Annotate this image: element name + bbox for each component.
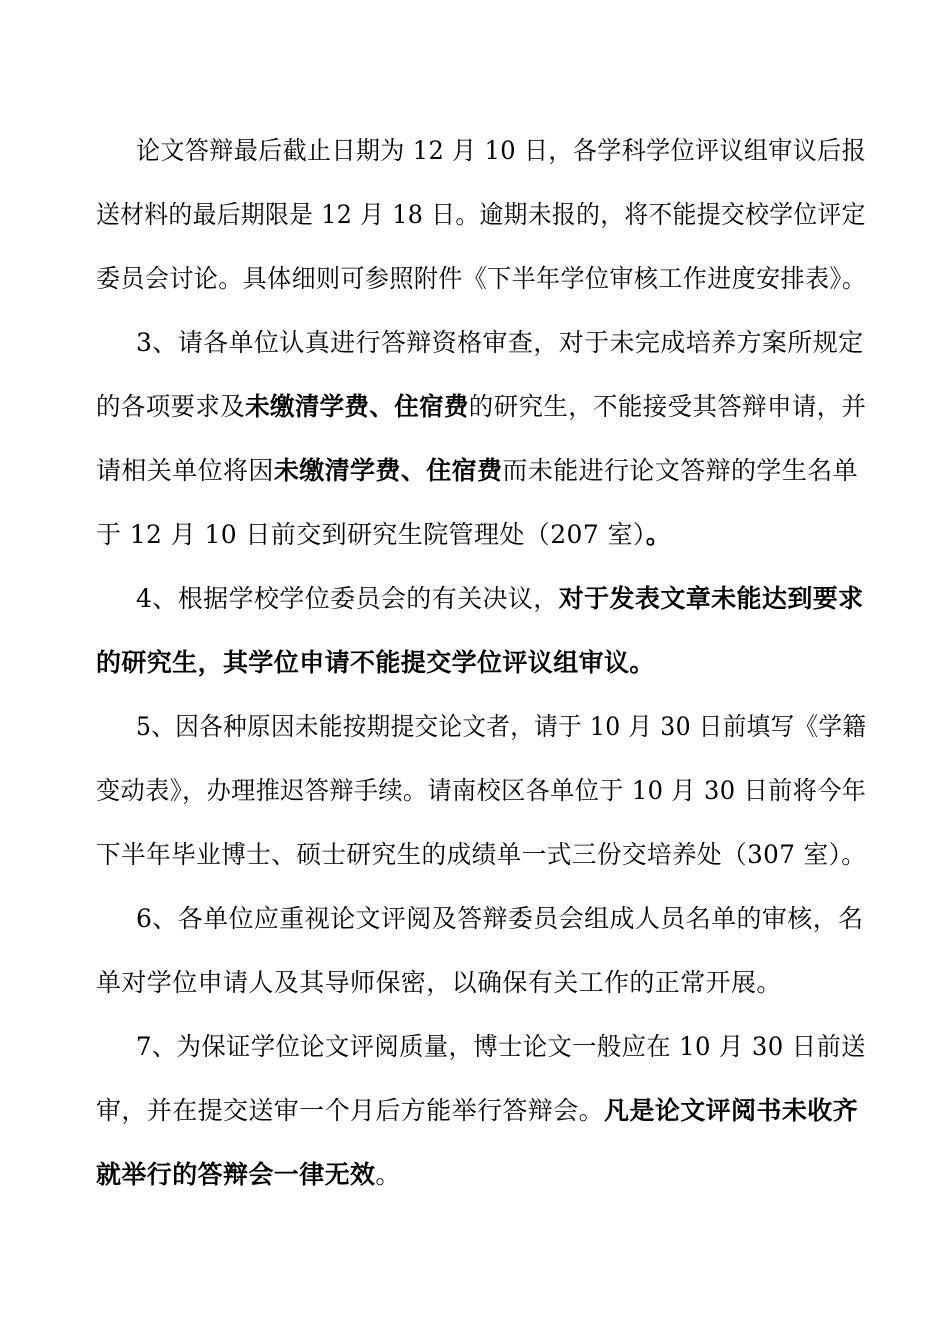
- text-segment: 3、请各单位认真进行答辩资格审查，对于未完成培养方案所规定: [136, 328, 864, 357]
- text-segment: 7、为保证学位论文评阅质量，博士论文一般应在 10 月 30 日前送: [136, 1032, 866, 1061]
- text-line-15: [136, 1030, 866, 1064]
- text-segment: 单对学位申请人及其导师保密，以确保有关工作的正常开展。: [96, 968, 782, 997]
- bold-text-segment: 未缴清学费、住宿费: [273, 456, 503, 485]
- text-line-1: [136, 134, 867, 168]
- text-segment: 。: [375, 1160, 401, 1189]
- text-segment: 的研究生，不能接受其答辩申请，并: [468, 392, 867, 421]
- text-segment: 审，并在提交送审一个月后方能举行答辩会。: [96, 1096, 605, 1125]
- text-segment: 而未能进行论文答辩的学生名单: [502, 456, 859, 485]
- text-segment: 的各项要求及: [96, 392, 246, 421]
- text-segment: 4、根据学校学位委员会的有关决议，: [136, 584, 559, 613]
- text-line-9: [96, 646, 866, 680]
- text-line-12: [96, 838, 867, 872]
- bold-text-segment: 的研究生，其学位申请不能提交学位评议组审议。: [96, 648, 655, 677]
- text-segment: 下半年毕业博士、硕士研究生的成绩单一式三份交培养处（307 室）。: [96, 840, 867, 869]
- text-segment: 送材料的最后期限是 12 月 18 日。逾期未报的，将不能提交校学位评定: [96, 200, 866, 229]
- text-line-8: [136, 582, 866, 616]
- bold-text-segment: 凡是论文评阅书未收齐: [604, 1096, 859, 1125]
- text-line-11: [96, 774, 867, 808]
- text-segment: 委员会讨论。具体细则可参照附件《下半年学位审核工作进度安排表》。: [96, 264, 867, 293]
- bold-text-segment: 就举行的答辩会一律无效: [96, 1160, 376, 1189]
- text-line-16: [96, 1094, 866, 1128]
- bold-text-segment: 未缴清学费、住宿费: [245, 392, 469, 421]
- text-line-3: [96, 262, 867, 296]
- text-line-4: [136, 326, 866, 360]
- text-segment: 请相关单位将因: [96, 456, 274, 485]
- text-line-7: [96, 518, 866, 552]
- text-line-10: [136, 710, 867, 744]
- text-line-5: [96, 390, 867, 424]
- text-line-13: [136, 902, 866, 936]
- text-line-6: [96, 454, 866, 488]
- bold-text-segment: 。: [645, 520, 672, 549]
- text-segment: 于 12 月 10 日前交到研究生院管理处（207 室）: [96, 520, 646, 549]
- text-segment: 6、各单位应重视论文评阅及答辩委员会组成人员名单的审核，名: [136, 904, 864, 933]
- text-segment: 变动表》，办理推迟答辩手续。请南校区各单位于 10 月 30 日前将今年: [96, 776, 867, 805]
- text-line-17: [96, 1158, 866, 1192]
- bold-text-segment: 对于发表文章未能达到要求: [558, 584, 864, 613]
- text-segment: 论文答辩最后截止日期为 12 月 10 日，各学科学位评议组审议后报: [136, 136, 867, 165]
- text-line-14: [96, 966, 866, 1000]
- text-segment: 5、因各种原因未能按期提交论文者，请于 10 月 30 日前填写《学籍: [136, 712, 867, 741]
- text-line-2: [96, 198, 866, 232]
